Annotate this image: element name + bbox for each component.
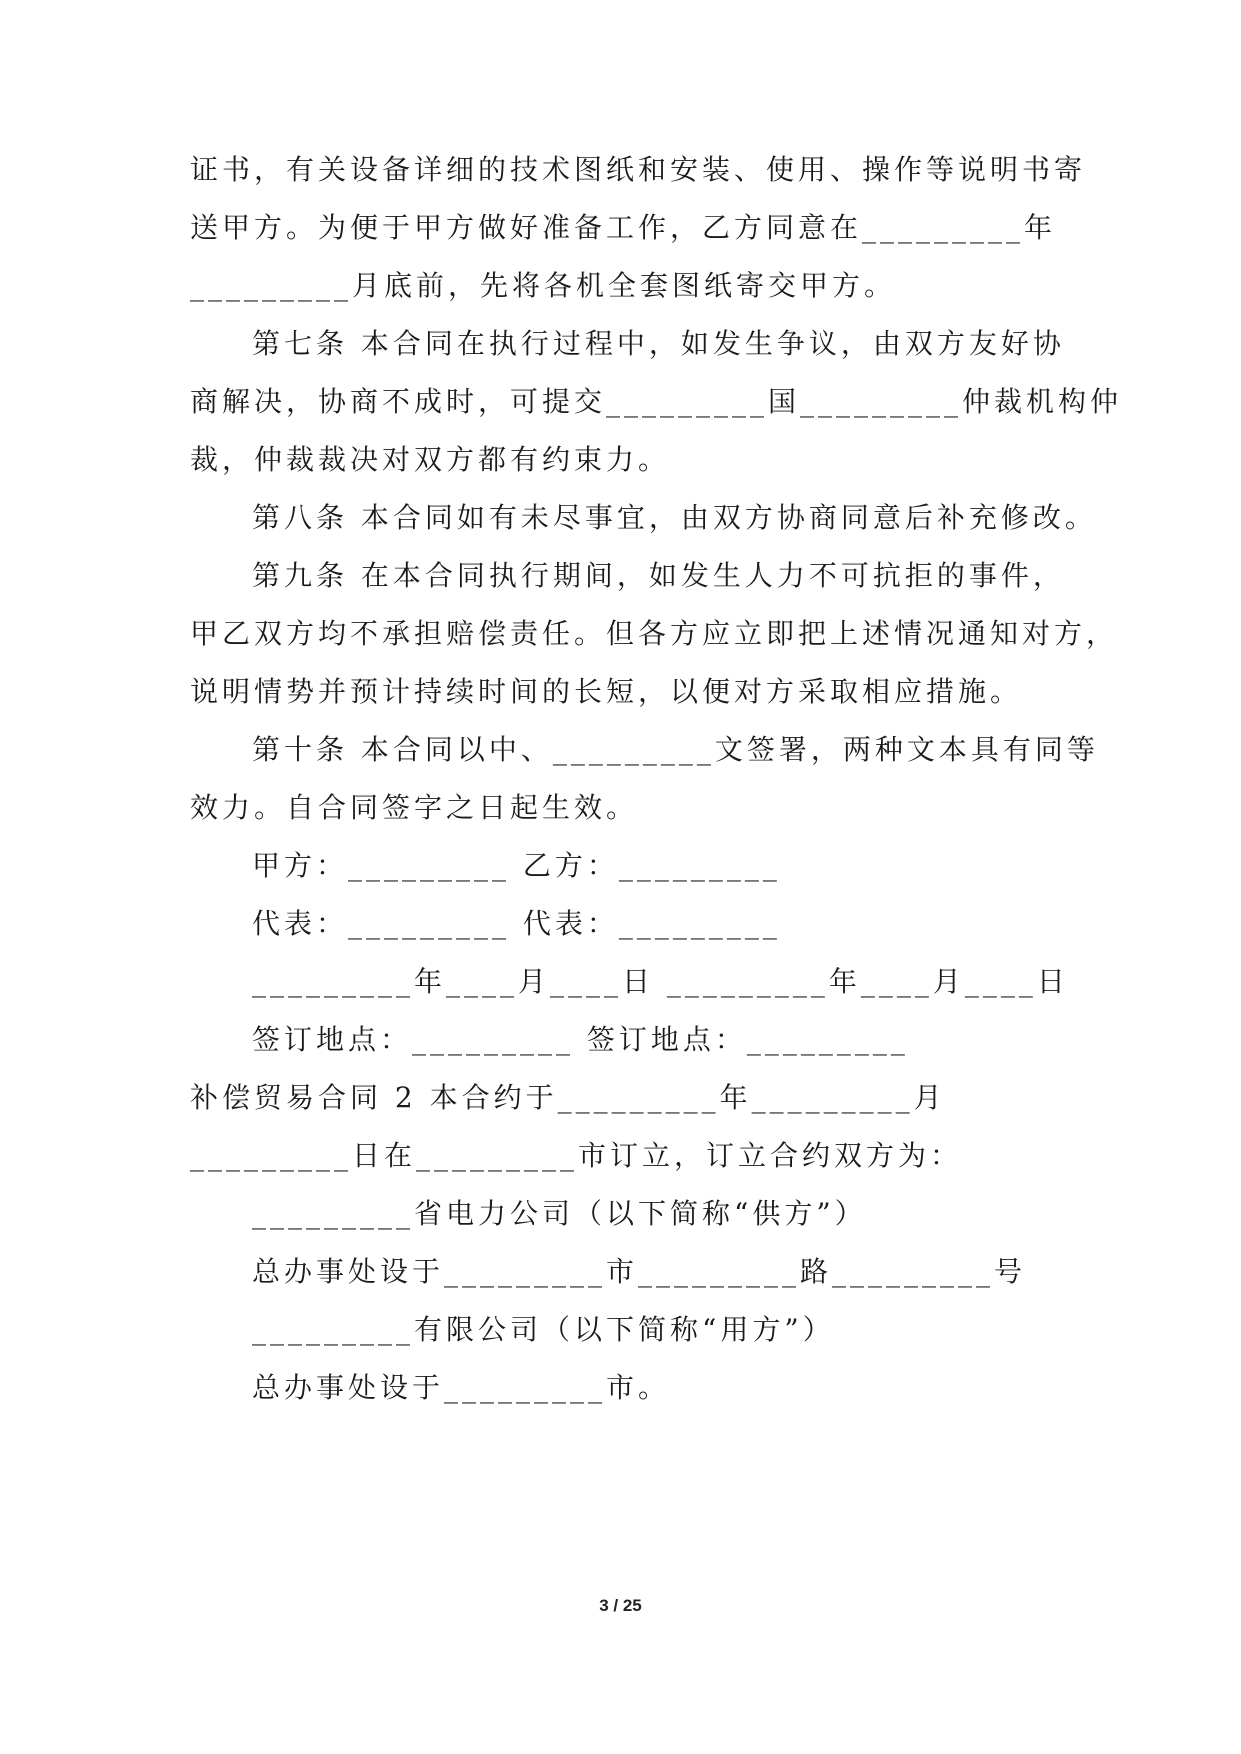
representative-line: 代表：_________ 代表：_________ — [252, 907, 781, 940]
article-7-line: 第七条 本合同在执行过程中，如发生争议，由双方友好协 — [252, 327, 1065, 360]
text-line: 送甲方。为便于甲方做好准备工作，乙方同意在_________年 — [190, 211, 1057, 244]
supplier-line: _________省电力公司（以下简称“供方”） — [252, 1197, 867, 1230]
article-8-line: 第八条 本合同如有未尽事宜，由双方协商同意后补充修改。 — [252, 501, 1097, 534]
text-line: _________日在_________市订立，订立合约双方为： — [190, 1139, 963, 1172]
contract-2-heading-line: 补偿贸易合同 2 本合约于_________年_________月 — [190, 1081, 946, 1114]
user-line: _________有限公司（以下简称“用方”） — [252, 1313, 835, 1346]
text-line: 甲乙双方均不承担赔偿责任。但各方应立即把上述情况通知对方， — [190, 617, 1119, 650]
text-line: 效力。自合同签字之日起生效。 — [190, 791, 639, 824]
article-9-line: 第九条 在本合同执行期间，如发生人力不可抗拒的事件， — [252, 559, 1065, 592]
article-10-line: 第十条 本合同以中、_________文签署，两种文本具有同等 — [252, 733, 1099, 766]
text-line: 商解决，协商不成时，可提交_________国_________仲裁机构仲 — [190, 385, 1123, 418]
signing-place-line: 签订地点：_________ 签订地点：_________ — [252, 1023, 909, 1056]
supplier-office-line: 总办事处设于_________市_________路_________号 — [252, 1255, 1027, 1288]
party-line: 甲方：_________ 乙方：_________ — [252, 849, 781, 882]
page-number: 3 / 25 — [599, 1596, 642, 1615]
user-office-line: 总办事处设于_________市。 — [252, 1371, 671, 1404]
text-line: 说明情势并预计持续时间的长短，以便对方采取相应措施。 — [190, 675, 1023, 708]
text-line: _________月底前，先将各机全套图纸寄交甲方。 — [190, 269, 897, 302]
text-line: 证书，有关设备详细的技术图纸和安装、使用、操作等说明书寄 — [190, 153, 1087, 186]
date-line: _________年____月____日 _________年____月____日 — [252, 965, 1069, 998]
text-line: 裁，仲裁裁决对双方都有约束力。 — [190, 443, 671, 476]
